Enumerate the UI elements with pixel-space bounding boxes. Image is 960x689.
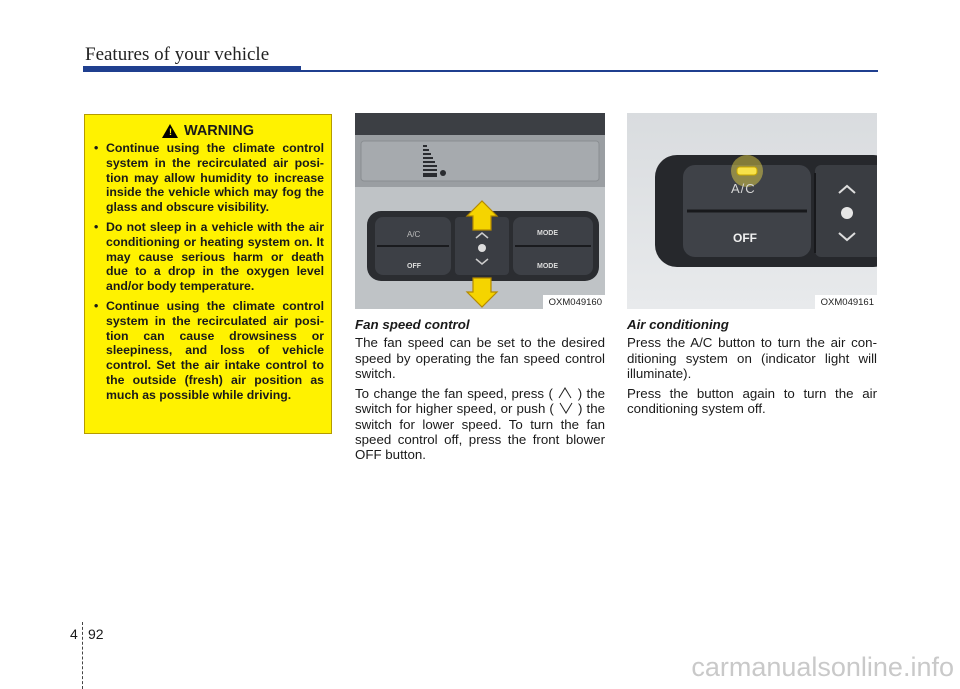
warning-item: • Continue using the climate control system in the recirculated air position can cause drowsiness or sleepiness, and loss of vehicle control. Set the air intake control to the outside (fresh) air position as much as possible while driving. bbox=[92, 299, 324, 403]
section-title: Fan speed control bbox=[355, 317, 470, 332]
air-conditioning-figure bbox=[627, 113, 877, 309]
warning-box bbox=[84, 114, 332, 434]
chapter-number: 4 bbox=[70, 626, 78, 642]
climate-panel-illustration bbox=[355, 113, 605, 309]
warning-triangle-icon: ! bbox=[162, 124, 178, 138]
fan-speed-control-figure bbox=[355, 113, 605, 309]
air-conditioning-section bbox=[627, 317, 877, 422]
chevron-up-icon bbox=[557, 387, 573, 399]
off-button-label: OFF bbox=[733, 231, 757, 245]
section-title: Air conditioning bbox=[627, 317, 729, 332]
paragraph-text: ) the switch for lower speed. To turn the fan speed control off, press the front blower OFF button. bbox=[355, 401, 605, 463]
warning-item: • Do not sleep in a vehicle with the air conditioning or heating system on. It may cause serious harm or death due to a drop in the oxygen level and/or body temperature. bbox=[92, 220, 324, 294]
mode-down-label: MODE bbox=[537, 263, 558, 270]
footer-divider bbox=[82, 622, 83, 689]
warning-list bbox=[92, 141, 324, 403]
ac-button-label: A/C bbox=[407, 230, 421, 239]
header-accent-bar bbox=[83, 66, 301, 72]
watermark: carmanualsonline.info bbox=[691, 652, 954, 682]
paragraph: The fan speed can be set to the desired speed by operating the fan speed control switch. bbox=[355, 335, 605, 381]
figure-code: OXM049160 bbox=[543, 295, 605, 309]
mode-up-label: MODE bbox=[537, 230, 558, 237]
warning-title: WARNING bbox=[183, 123, 255, 139]
header-rule bbox=[300, 70, 878, 72]
page-number: 92 bbox=[88, 626, 104, 642]
paragraph-text: To change the fan speed, press ( bbox=[355, 386, 553, 402]
warning-item: • Continue using the climate control system in the recirculated air position may allow humidity to increase inside the vehicle which may fog the glass and obscure visibility. bbox=[92, 141, 324, 215]
paragraph bbox=[355, 386, 605, 462]
ac-button-illustration bbox=[627, 113, 877, 309]
paragraph-text: ) the switch for higher speed, or push ( bbox=[355, 386, 606, 417]
ac-button-label: A/C bbox=[731, 181, 756, 196]
warning-header bbox=[92, 123, 324, 139]
page-header-title: Features of your vehicle bbox=[85, 44, 270, 65]
off-button-label: OFF bbox=[407, 263, 421, 270]
fan-speed-section bbox=[355, 317, 605, 468]
paragraph: Press the button again to turn the air conditioning system off. bbox=[627, 386, 877, 417]
paragraph: Press the A/C button to turn the air conditioning system on (indicator light will illuminate). bbox=[627, 335, 877, 381]
figure-code: OXM049161 bbox=[815, 295, 877, 309]
chevron-down-icon bbox=[558, 402, 574, 414]
